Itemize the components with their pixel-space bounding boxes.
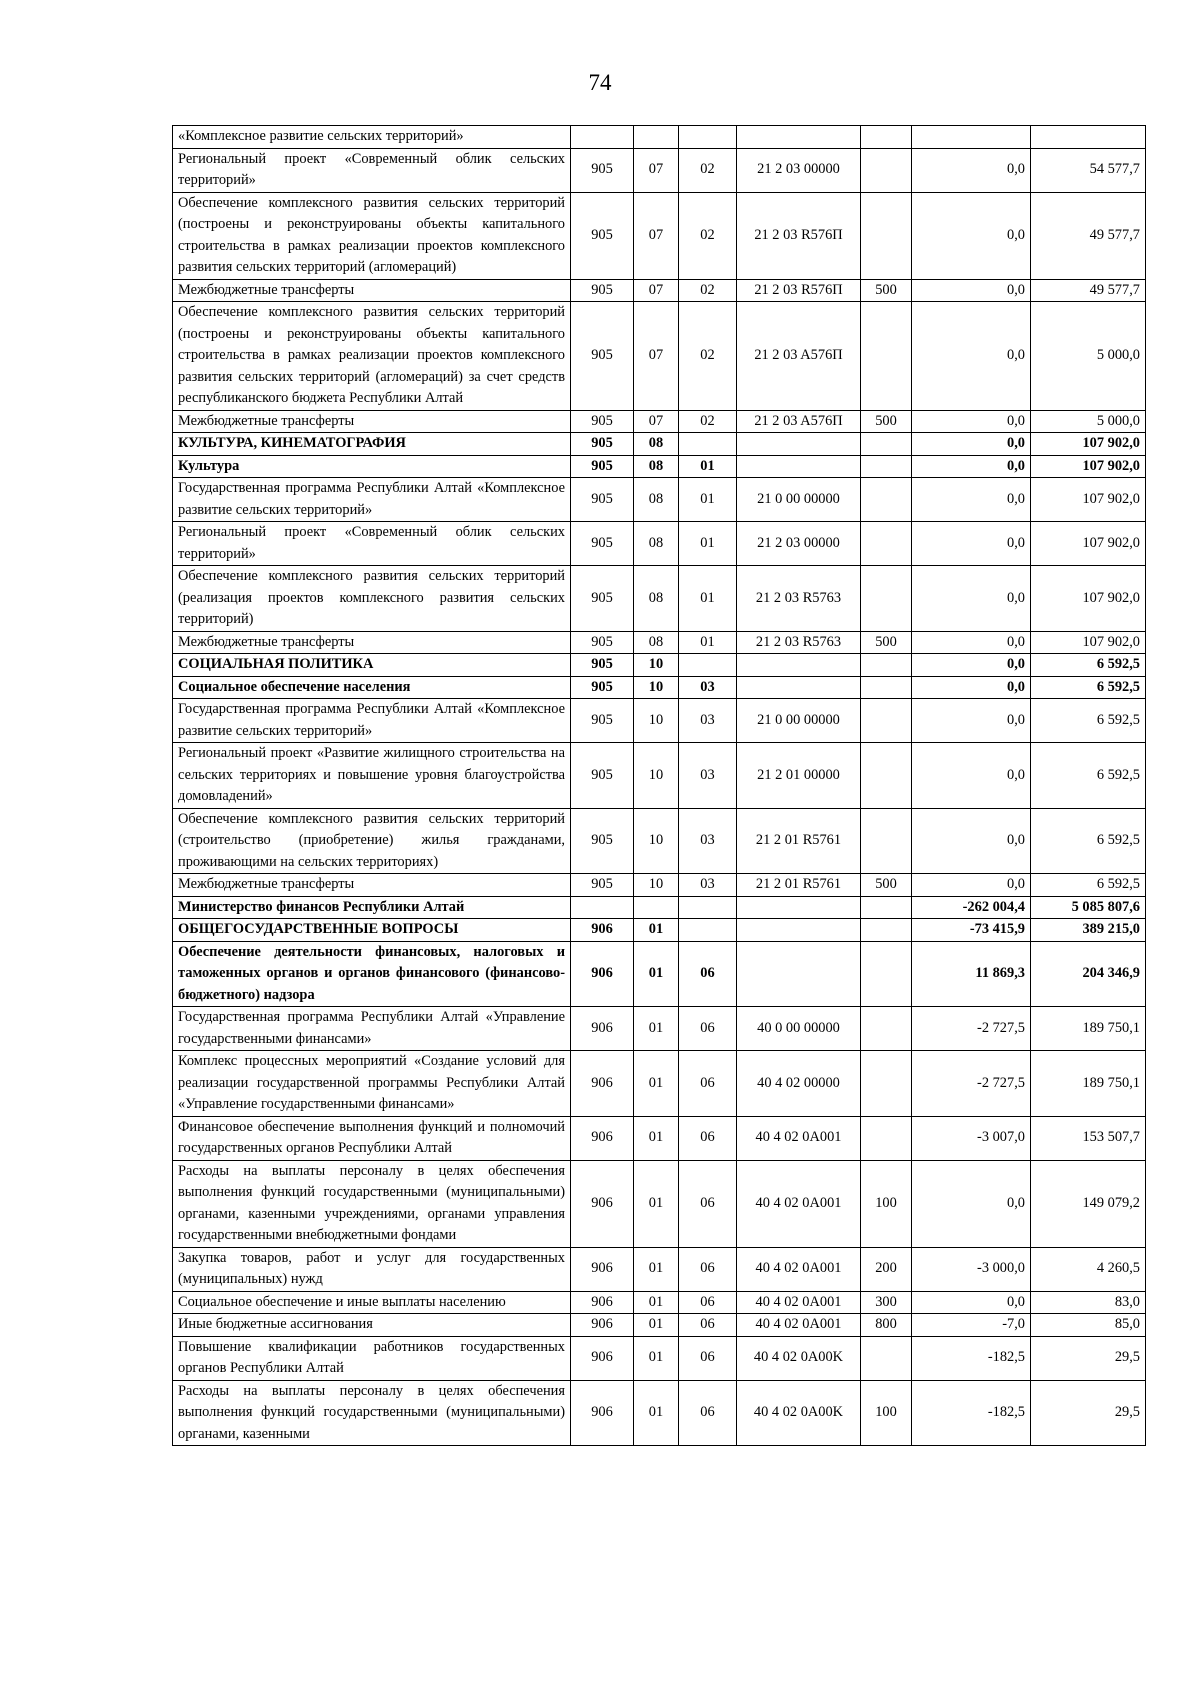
- row-name-cell: Межбюджетные трансферты: [173, 631, 571, 654]
- ministry-code-cell: 906: [571, 941, 634, 1007]
- amount-total-cell: 107 902,0: [1031, 433, 1146, 456]
- amount-change-cell: 0,0: [912, 874, 1031, 897]
- amount-total-cell: 6 592,5: [1031, 808, 1146, 874]
- amount-total-cell: 6 592,5: [1031, 874, 1146, 897]
- expense-type-cell: 500: [861, 631, 912, 654]
- row-name-cell: Финансовое обеспечение выполнения функций и полномочий государственных органов Республики Алтай: [173, 1116, 571, 1160]
- subsection-code-cell: 06: [679, 1291, 737, 1314]
- expense-type-cell: [861, 896, 912, 919]
- expense-type-cell: [861, 941, 912, 1007]
- ministry-code-cell: 905: [571, 192, 634, 279]
- section-code-cell: 08: [634, 455, 679, 478]
- section-code-cell: 01: [634, 1291, 679, 1314]
- table-row: [173, 126, 1146, 149]
- subsection-code-cell: 06: [679, 1051, 737, 1117]
- target-article-cell: 40 4 02 0A001: [737, 1116, 861, 1160]
- target-article-cell: 21 0 00 00000: [737, 478, 861, 522]
- row-name-cell: КУЛЬТУРА, КИНЕМАТОГРАФИЯ: [173, 433, 571, 456]
- expense-type-cell: 500: [861, 410, 912, 433]
- target-article-cell: 21 2 03 A576П: [737, 302, 861, 411]
- table-row: [173, 676, 1146, 699]
- subsection-code-cell: 01: [679, 478, 737, 522]
- expense-type-cell: [861, 126, 912, 149]
- expense-type-cell: [861, 478, 912, 522]
- row-name-cell: Расходы на выплаты персоналу в целях обеспечения выполнения функций государственными (муниципальными) органами, казенными учреждениями, органами управления государственными внебюджетными фондами: [173, 1160, 571, 1247]
- row-name-cell: ОБЩЕГОСУДАРСТВЕННЫЕ ВОПРОСЫ: [173, 919, 571, 942]
- amount-total-cell: 107 902,0: [1031, 631, 1146, 654]
- section-code-cell: 10: [634, 654, 679, 677]
- amount-total-cell: 189 750,1: [1031, 1007, 1146, 1051]
- expense-type-cell: [861, 808, 912, 874]
- subsection-code-cell: [679, 654, 737, 677]
- section-code-cell: 08: [634, 478, 679, 522]
- amount-change-cell: -2 727,5: [912, 1007, 1031, 1051]
- amount-change-cell: 0,0: [912, 743, 1031, 809]
- subsection-code-cell: 03: [679, 699, 737, 743]
- amount-change-cell: 0,0: [912, 1160, 1031, 1247]
- ministry-code-cell: 905: [571, 433, 634, 456]
- amount-change-cell: 0,0: [912, 302, 1031, 411]
- amount-total-cell: 5 000,0: [1031, 302, 1146, 411]
- amount-total-cell: 6 592,5: [1031, 654, 1146, 677]
- ministry-code-cell: 905: [571, 279, 634, 302]
- table-row: [173, 743, 1146, 809]
- section-code-cell: 10: [634, 874, 679, 897]
- row-name-cell: Обеспечение деятельности финансовых, налоговых и таможенных органов и органов финансового (финансово-бюджетного) надзора: [173, 941, 571, 1007]
- subsection-code-cell: 01: [679, 631, 737, 654]
- ministry-code-cell: [571, 126, 634, 149]
- amount-total-cell: 107 902,0: [1031, 455, 1146, 478]
- ministry-code-cell: 905: [571, 699, 634, 743]
- table-row: [173, 874, 1146, 897]
- amount-total-cell: 5 000,0: [1031, 410, 1146, 433]
- expense-type-cell: [861, 743, 912, 809]
- ministry-code-cell: 905: [571, 478, 634, 522]
- table-row: [173, 192, 1146, 279]
- amount-change-cell: -182,5: [912, 1336, 1031, 1380]
- subsection-code-cell: 01: [679, 455, 737, 478]
- section-code-cell: 01: [634, 1336, 679, 1380]
- table-row: [173, 566, 1146, 632]
- expense-type-cell: 100: [861, 1380, 912, 1446]
- table-row: [173, 148, 1146, 192]
- amount-change-cell: 0,0: [912, 192, 1031, 279]
- amount-total-cell: 6 592,5: [1031, 699, 1146, 743]
- expense-type-cell: [861, 1116, 912, 1160]
- section-code-cell: 10: [634, 743, 679, 809]
- expense-type-cell: 200: [861, 1247, 912, 1291]
- amount-change-cell: 0,0: [912, 699, 1031, 743]
- table-row: [173, 919, 1146, 942]
- section-code-cell: 08: [634, 631, 679, 654]
- table-row: [173, 455, 1146, 478]
- expense-type-cell: [861, 455, 912, 478]
- subsection-code-cell: 03: [679, 743, 737, 809]
- subsection-code-cell: [679, 919, 737, 942]
- section-code-cell: 07: [634, 279, 679, 302]
- amount-change-cell: 0,0: [912, 676, 1031, 699]
- target-article-cell: 40 4 02 0A001: [737, 1160, 861, 1247]
- subsection-code-cell: 06: [679, 1007, 737, 1051]
- row-name-cell: СОЦИАЛЬНАЯ ПОЛИТИКА: [173, 654, 571, 677]
- amount-total-cell: 107 902,0: [1031, 478, 1146, 522]
- row-name-cell: Иные бюджетные ассигнования: [173, 1314, 571, 1337]
- target-article-cell: [737, 433, 861, 456]
- amount-change-cell: -73 415,9: [912, 919, 1031, 942]
- row-name-cell: «Комплексное развитие сельских территорий»: [173, 126, 571, 149]
- row-name-cell: Культура: [173, 455, 571, 478]
- ministry-code-cell: 905: [571, 566, 634, 632]
- subsection-code-cell: 06: [679, 1336, 737, 1380]
- ministry-code-cell: 906: [571, 1160, 634, 1247]
- target-article-cell: 21 2 01 R5761: [737, 808, 861, 874]
- section-code-cell: [634, 896, 679, 919]
- amount-total-cell: 107 902,0: [1031, 522, 1146, 566]
- target-article-cell: 21 2 01 00000: [737, 743, 861, 809]
- amount-change-cell: 0,0: [912, 279, 1031, 302]
- row-name-cell: Социальное обеспечение населения: [173, 676, 571, 699]
- amount-total-cell: 29,5: [1031, 1380, 1146, 1446]
- budget-table: [172, 125, 1146, 1446]
- amount-change-cell: 11 869,3: [912, 941, 1031, 1007]
- section-code-cell: 01: [634, 1247, 679, 1291]
- ministry-code-cell: 905: [571, 522, 634, 566]
- table-row: [173, 1291, 1146, 1314]
- section-code-cell: 01: [634, 1380, 679, 1446]
- subsection-code-cell: [679, 126, 737, 149]
- amount-change-cell: -3 000,0: [912, 1247, 1031, 1291]
- subsection-code-cell: [679, 896, 737, 919]
- subsection-code-cell: 03: [679, 808, 737, 874]
- target-article-cell: 40 4 02 0A001: [737, 1291, 861, 1314]
- table-row: [173, 1380, 1146, 1446]
- row-name-cell: Межбюджетные трансферты: [173, 279, 571, 302]
- amount-total-cell: 107 902,0: [1031, 566, 1146, 632]
- amount-total-cell: 204 346,9: [1031, 941, 1146, 1007]
- row-name-cell: Социальное обеспечение и иные выплаты населению: [173, 1291, 571, 1314]
- subsection-code-cell: 02: [679, 279, 737, 302]
- row-name-cell: Расходы на выплаты персоналу в целях обеспечения выполнения функций государственными (муниципальными) органами, казенными: [173, 1380, 571, 1446]
- table-row: [173, 1116, 1146, 1160]
- subsection-code-cell: 03: [679, 676, 737, 699]
- section-code-cell: 08: [634, 566, 679, 632]
- expense-type-cell: [861, 522, 912, 566]
- expense-type-cell: [861, 699, 912, 743]
- expense-type-cell: [861, 1007, 912, 1051]
- target-article-cell: 21 2 03 R576П: [737, 279, 861, 302]
- table-row: [173, 1051, 1146, 1117]
- amount-change-cell: 0,0: [912, 654, 1031, 677]
- section-code-cell: 07: [634, 410, 679, 433]
- target-article-cell: 21 2 03 00000: [737, 148, 861, 192]
- section-code-cell: 08: [634, 433, 679, 456]
- section-code-cell: 07: [634, 302, 679, 411]
- subsection-code-cell: 02: [679, 302, 737, 411]
- ministry-code-cell: 906: [571, 1336, 634, 1380]
- section-code-cell: 10: [634, 808, 679, 874]
- table-row: [173, 522, 1146, 566]
- amount-change-cell: -3 007,0: [912, 1116, 1031, 1160]
- expense-type-cell: [861, 302, 912, 411]
- row-name-cell: Государственная программа Республики Алтай «Управление государственными финансами»: [173, 1007, 571, 1051]
- amount-total-cell: 6 592,5: [1031, 676, 1146, 699]
- section-code-cell: 10: [634, 676, 679, 699]
- target-article-cell: 21 2 03 R5763: [737, 566, 861, 632]
- amount-change-cell: -182,5: [912, 1380, 1031, 1446]
- subsection-code-cell: 03: [679, 874, 737, 897]
- ministry-code-cell: 906: [571, 1291, 634, 1314]
- table-row: [173, 699, 1146, 743]
- subsection-code-cell: 02: [679, 192, 737, 279]
- ministry-code-cell: 906: [571, 1051, 634, 1117]
- target-article-cell: 40 4 02 0A001: [737, 1314, 861, 1337]
- ministry-code-cell: 905: [571, 302, 634, 411]
- row-name-cell: Региональный проект «Современный облик сельских территорий»: [173, 522, 571, 566]
- amount-total-cell: 389 215,0: [1031, 919, 1146, 942]
- section-code-cell: 01: [634, 919, 679, 942]
- ministry-code-cell: 906: [571, 1116, 634, 1160]
- amount-total-cell: 29,5: [1031, 1336, 1146, 1380]
- expense-type-cell: [861, 1051, 912, 1117]
- amount-change-cell: [912, 126, 1031, 149]
- target-article-cell: [737, 941, 861, 1007]
- table-row: [173, 631, 1146, 654]
- section-code-cell: 01: [634, 1007, 679, 1051]
- ministry-code-cell: 906: [571, 1314, 634, 1337]
- amount-total-cell: 49 577,7: [1031, 279, 1146, 302]
- amount-total-cell: 4 260,5: [1031, 1247, 1146, 1291]
- section-code-cell: 01: [634, 1051, 679, 1117]
- amount-change-cell: 0,0: [912, 433, 1031, 456]
- table-row: [173, 1336, 1146, 1380]
- target-article-cell: [737, 455, 861, 478]
- target-article-cell: 21 2 03 00000: [737, 522, 861, 566]
- row-name-cell: Региональный проект «Современный облик сельских территорий»: [173, 148, 571, 192]
- ministry-code-cell: 906: [571, 1380, 634, 1446]
- ministry-code-cell: 905: [571, 410, 634, 433]
- amount-change-cell: 0,0: [912, 522, 1031, 566]
- expense-type-cell: [861, 654, 912, 677]
- page-number: 74: [588, 70, 612, 95]
- ministry-code-cell: 905: [571, 654, 634, 677]
- table-row: [173, 808, 1146, 874]
- row-name-cell: Министерство финансов Республики Алтай: [173, 896, 571, 919]
- expense-type-cell: [861, 1336, 912, 1380]
- amount-total-cell: [1031, 126, 1146, 149]
- table-row: [173, 410, 1146, 433]
- amount-total-cell: 6 592,5: [1031, 743, 1146, 809]
- section-code-cell: 01: [634, 941, 679, 1007]
- table-row: [173, 1314, 1146, 1337]
- expense-type-cell: [861, 192, 912, 279]
- row-name-cell: Государственная программа Республики Алтай «Комплексное развитие сельских территорий»: [173, 478, 571, 522]
- section-code-cell: 01: [634, 1116, 679, 1160]
- subsection-code-cell: 06: [679, 1314, 737, 1337]
- target-article-cell: [737, 676, 861, 699]
- expense-type-cell: [861, 566, 912, 632]
- table-row: [173, 433, 1146, 456]
- amount-change-cell: 0,0: [912, 808, 1031, 874]
- target-article-cell: [737, 654, 861, 677]
- target-article-cell: 21 2 03 R5763: [737, 631, 861, 654]
- ministry-code-cell: 905: [571, 676, 634, 699]
- section-code-cell: 07: [634, 192, 679, 279]
- subsection-code-cell: 06: [679, 1247, 737, 1291]
- ministry-code-cell: 905: [571, 808, 634, 874]
- amount-total-cell: 83,0: [1031, 1291, 1146, 1314]
- section-code-cell: 01: [634, 1160, 679, 1247]
- expense-type-cell: [861, 148, 912, 192]
- amount-change-cell: 0,0: [912, 410, 1031, 433]
- table-row: [173, 302, 1146, 411]
- expense-type-cell: 800: [861, 1314, 912, 1337]
- row-name-cell: Обеспечение комплексного развития сельских территорий (строительство (приобретение) жилья гражданами, проживающими на сельских территориях): [173, 808, 571, 874]
- subsection-code-cell: 06: [679, 941, 737, 1007]
- subsection-code-cell: [679, 433, 737, 456]
- target-article-cell: 40 0 00 00000: [737, 1007, 861, 1051]
- table-row: [173, 654, 1146, 677]
- row-name-cell: Обеспечение комплексного развития сельских территорий (построены и реконструированы объекты капитального строительства в рамках реализации проектов комплексного развития сельских территорий (агломераций) за счет средств республиканского бюджета Республики Алтай: [173, 302, 571, 411]
- amount-change-cell: 0,0: [912, 455, 1031, 478]
- target-article-cell: 40 4 02 00000: [737, 1051, 861, 1117]
- amount-change-cell: 0,0: [912, 478, 1031, 522]
- target-article-cell: [737, 126, 861, 149]
- target-article-cell: 40 4 02 0A001: [737, 1247, 861, 1291]
- table-row: [173, 1160, 1146, 1247]
- ministry-code-cell: 906: [571, 1247, 634, 1291]
- subsection-code-cell: 02: [679, 148, 737, 192]
- amount-change-cell: 0,0: [912, 566, 1031, 632]
- row-name-cell: Межбюджетные трансферты: [173, 874, 571, 897]
- row-name-cell: Межбюджетные трансферты: [173, 410, 571, 433]
- row-name-cell: Повышение квалификации работников государственных органов Республики Алтай: [173, 1336, 571, 1380]
- subsection-code-cell: 01: [679, 522, 737, 566]
- target-article-cell: 21 2 01 R5761: [737, 874, 861, 897]
- table-row: [173, 941, 1146, 1007]
- expense-type-cell: [861, 676, 912, 699]
- row-name-cell: Комплекс процессных мероприятий «Создание условий для реализации государственной программы Республики Алтай «Управление государственными финансами»: [173, 1051, 571, 1117]
- section-code-cell: 07: [634, 148, 679, 192]
- ministry-code-cell: [571, 896, 634, 919]
- target-article-cell: [737, 896, 861, 919]
- subsection-code-cell: 06: [679, 1116, 737, 1160]
- target-article-cell: 21 2 03 A576П: [737, 410, 861, 433]
- target-article-cell: 21 2 03 R576П: [737, 192, 861, 279]
- expense-type-cell: [861, 919, 912, 942]
- amount-total-cell: 189 750,1: [1031, 1051, 1146, 1117]
- amount-change-cell: 0,0: [912, 148, 1031, 192]
- table-row: [173, 279, 1146, 302]
- section-code-cell: [634, 126, 679, 149]
- amount-total-cell: 85,0: [1031, 1314, 1146, 1337]
- section-code-cell: 08: [634, 522, 679, 566]
- amount-total-cell: 153 507,7: [1031, 1116, 1146, 1160]
- expense-type-cell: [861, 433, 912, 456]
- ministry-code-cell: 905: [571, 455, 634, 478]
- amount-total-cell: 54 577,7: [1031, 148, 1146, 192]
- target-article-cell: 40 4 02 0A00K: [737, 1336, 861, 1380]
- table-row: [173, 896, 1146, 919]
- ministry-code-cell: 906: [571, 1007, 634, 1051]
- row-name-cell: Закупка товаров, работ и услуг для государственных (муниципальных) нужд: [173, 1247, 571, 1291]
- target-article-cell: 21 0 00 00000: [737, 699, 861, 743]
- row-name-cell: Региональный проект «Развитие жилищного строительства на сельских территориях и повышение уровня благоустройства домовладений»: [173, 743, 571, 809]
- row-name-cell: Обеспечение комплексного развития сельских территорий (построены и реконструированы объекты капитального строительства в рамках реализации проектов комплексного развития сельских территорий (агломераций): [173, 192, 571, 279]
- ministry-code-cell: 905: [571, 631, 634, 654]
- amount-change-cell: -2 727,5: [912, 1051, 1031, 1117]
- ministry-code-cell: 905: [571, 874, 634, 897]
- row-name-cell: Обеспечение комплексного развития сельских территорий (реализация проектов комплексного развития сельских территорий): [173, 566, 571, 632]
- amount-total-cell: 149 079,2: [1031, 1160, 1146, 1247]
- table-row: [173, 1247, 1146, 1291]
- row-name-cell: Государственная программа Республики Алтай «Комплексное развитие сельских территорий»: [173, 699, 571, 743]
- ministry-code-cell: 906: [571, 919, 634, 942]
- subsection-code-cell: 02: [679, 410, 737, 433]
- ministry-code-cell: 905: [571, 743, 634, 809]
- expense-type-cell: 300: [861, 1291, 912, 1314]
- table-row: [173, 478, 1146, 522]
- expense-type-cell: 100: [861, 1160, 912, 1247]
- target-article-cell: [737, 919, 861, 942]
- amount-change-cell: -262 004,4: [912, 896, 1031, 919]
- section-code-cell: 10: [634, 699, 679, 743]
- subsection-code-cell: 01: [679, 566, 737, 632]
- expense-type-cell: 500: [861, 874, 912, 897]
- ministry-code-cell: 905: [571, 148, 634, 192]
- amount-change-cell: 0,0: [912, 631, 1031, 654]
- section-code-cell: 01: [634, 1314, 679, 1337]
- amount-change-cell: 0,0: [912, 1291, 1031, 1314]
- expense-type-cell: 500: [861, 279, 912, 302]
- amount-change-cell: -7,0: [912, 1314, 1031, 1337]
- amount-total-cell: 49 577,7: [1031, 192, 1146, 279]
- table-row: [173, 1007, 1146, 1051]
- target-article-cell: 40 4 02 0A00K: [737, 1380, 861, 1446]
- subsection-code-cell: 06: [679, 1160, 737, 1247]
- subsection-code-cell: 06: [679, 1380, 737, 1446]
- amount-total-cell: 5 085 807,6: [1031, 896, 1146, 919]
